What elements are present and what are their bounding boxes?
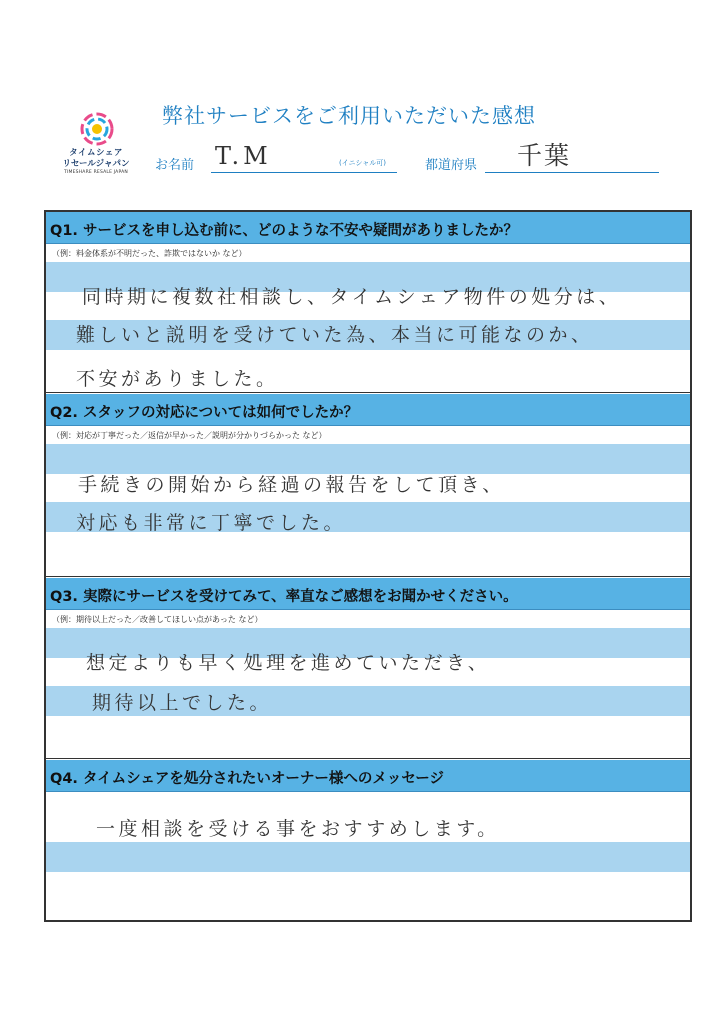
answer-line: 手続きの開始から経過の報告をして頂き、 xyxy=(78,474,505,496)
prefecture-underline xyxy=(485,172,659,173)
company-logo xyxy=(56,112,136,182)
question-section-4 xyxy=(46,760,690,920)
question-section-1 xyxy=(46,212,690,390)
answer-line: 同時期に複数社相談し、タイムシェア物件の処分は、 xyxy=(82,286,622,308)
answer-line: 不安がありました。 xyxy=(76,368,279,390)
logo-text-line2: リセールジャパン xyxy=(62,159,130,169)
question-header xyxy=(46,578,690,610)
question-header xyxy=(46,212,690,244)
logo-text-line3: TIMESHARE RESALE JAPAN xyxy=(64,170,128,175)
question-header xyxy=(46,394,690,426)
question-text: Q3. 実際にサービスを受けてみて、率直なご感想をお聞かせください。 xyxy=(50,589,518,605)
answer-line: 難しいと説明を受けていた為、本当に可能なのか、 xyxy=(76,324,594,346)
name-value: T.M xyxy=(215,142,272,170)
name-underline xyxy=(211,172,397,173)
answer-line: 対応も非常に丁寧でした。 xyxy=(76,512,347,534)
question-section-2 xyxy=(46,394,690,574)
page-title: 弊社サービスをご利用いただいた感想 xyxy=(162,104,536,128)
section-divider xyxy=(46,392,690,393)
question-example: （例：期待以上だった／改善してほしい点があった など） xyxy=(52,615,263,624)
question-example: （例：対応が丁寧だった／返信が早かった／説明が分かりづらかった など） xyxy=(52,431,327,440)
section-divider xyxy=(46,576,690,577)
question-text: Q4. タイムシェアを処分されたいオーナー様へのメッセージ xyxy=(50,771,445,787)
section-divider xyxy=(46,758,690,759)
answer-stripe xyxy=(46,842,690,872)
logo-flower-icon xyxy=(80,112,114,146)
question-header xyxy=(46,760,690,792)
respondent-info-row xyxy=(155,141,665,173)
name-label: お名前 xyxy=(155,158,195,173)
question-example: （例：料金体系が不明だった、詐欺ではないか など） xyxy=(52,249,247,258)
answer-line: 期待以上でした。 xyxy=(92,692,273,714)
prefecture-value: 千葉 xyxy=(517,141,572,170)
question-text: Q2. スタッフの対応については如何でしたか？ xyxy=(50,405,359,421)
survey-form xyxy=(44,210,692,922)
logo-text-line1: タイムシェア xyxy=(69,148,123,158)
answer-line: 一度相談を受ける事をおすすめします。 xyxy=(96,818,500,840)
question-section-3 xyxy=(46,578,690,756)
name-note: (イニシャル可) xyxy=(339,159,387,167)
prefecture-label: 都道府県 xyxy=(425,158,478,173)
answer-line: 想定よりも早く処理を進めていただき、 xyxy=(86,652,491,674)
question-text: Q1. サービスを申し込む前に、どのような不安や疑問がありましたか？ xyxy=(50,223,518,239)
